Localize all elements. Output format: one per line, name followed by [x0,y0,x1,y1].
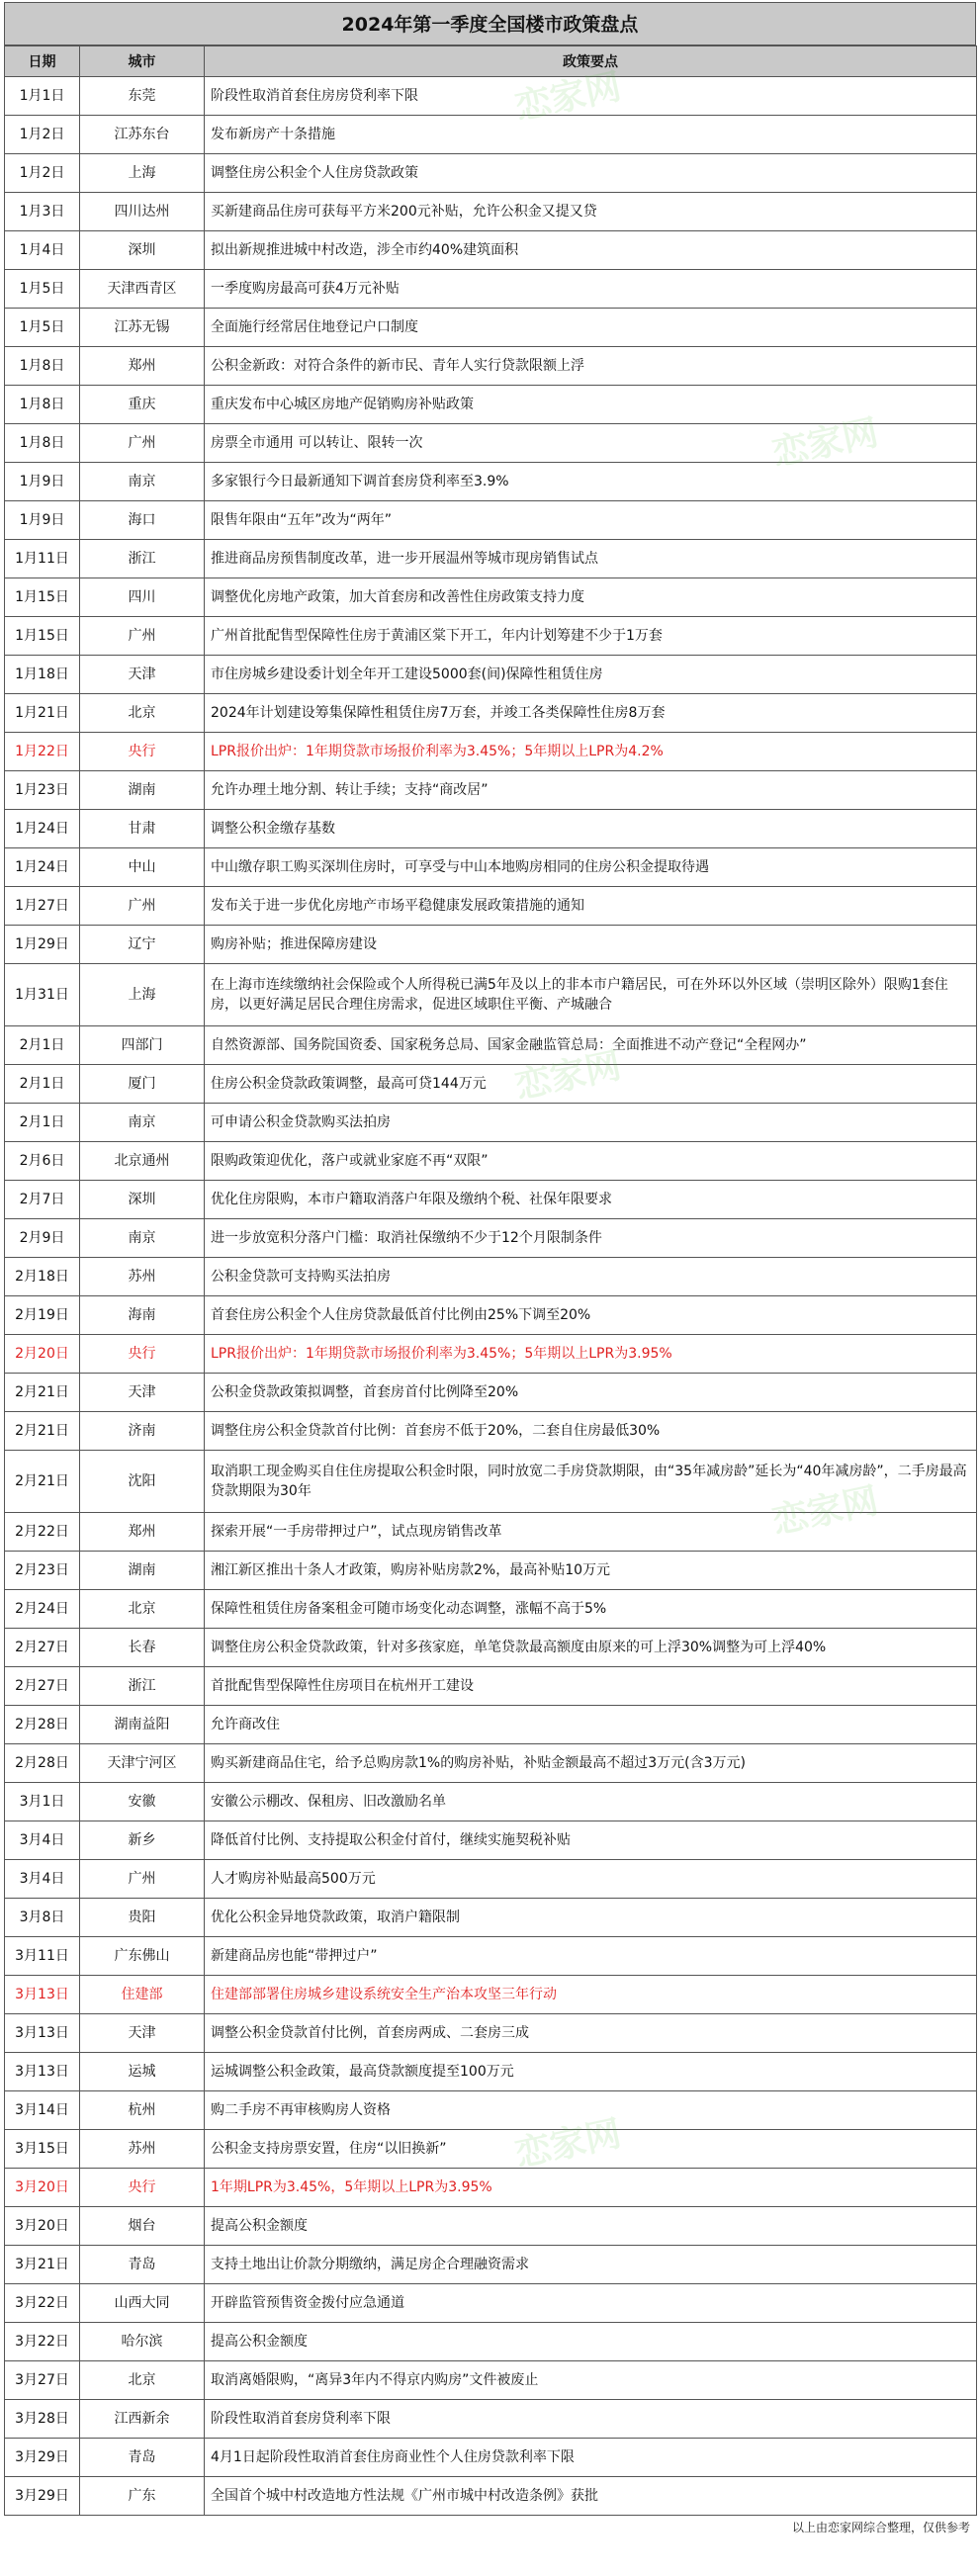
table-row [5,501,977,540]
table-row [5,2130,977,2169]
row-city: 央行 [80,733,205,771]
row-date: 3月28日 [5,2400,80,2439]
table-row [5,810,977,848]
table-row [5,1899,977,1937]
row-city: 浙江 [80,540,205,578]
table-row [5,1026,977,1065]
row-city: 天津 [80,2014,205,2053]
row-city: 哈尔滨 [80,2323,205,2361]
table-row [5,2400,977,2439]
table-row [5,1258,977,1296]
row-city: 北京 [80,1590,205,1629]
row-date: 2月27日 [5,1667,80,1706]
table-row [5,1976,977,2014]
row-policy: 首批配售型保障性住房项目在杭州开工建设 [205,1667,977,1706]
row-policy: 允许办理土地分割、转让手续；支持“商改居” [205,771,977,810]
row-city: 上海 [80,964,205,1026]
row-date: 1月4日 [5,231,80,270]
row-city: 安徽 [80,1783,205,1821]
row-city: 沈阳 [80,1451,205,1513]
row-date: 1月31日 [5,964,80,1026]
row-city: 海南 [80,1296,205,1335]
row-city: 南京 [80,1219,205,1258]
row-city: 四川 [80,578,205,617]
row-date: 1月24日 [5,810,80,848]
row-policy: 运城调整公积金政策，最高贷款额度提至100万元 [205,2053,977,2091]
table-row [5,1783,977,1821]
row-city: 广州 [80,617,205,656]
row-city: 四部门 [80,1026,205,1065]
table-row [5,578,977,617]
policy-table [4,45,977,2516]
table-row [5,617,977,656]
row-policy: 可申请公积金贷款购买法拍房 [205,1104,977,1142]
row-policy: 首套住房公积金个人住房贷款最低首付比例由25%下调至20% [205,1296,977,1335]
row-date: 3月1日 [5,1783,80,1821]
table-row [5,1335,977,1374]
row-date: 1月27日 [5,887,80,926]
row-date: 2月28日 [5,1706,80,1744]
row-date: 2月21日 [5,1412,80,1451]
row-policy: 公积金贷款可支持购买法拍房 [205,1258,977,1296]
row-date: 3月14日 [5,2091,80,2130]
table-row [5,1937,977,1976]
row-city: 南京 [80,1104,205,1142]
table-row [5,1590,977,1629]
row-date: 1月2日 [5,154,80,193]
row-city: 天津宁河区 [80,1744,205,1783]
header-policy: 政策要点 [205,46,977,77]
row-date: 2月22日 [5,1513,80,1552]
row-city: 青岛 [80,2439,205,2477]
row-policy: 支持土地出让价款分期缴纳，满足房企合理融资需求 [205,2246,977,2284]
row-policy: 全国首个城中村改造地方性法规《广州市城中村改造条例》获批 [205,2477,977,2516]
row-city: 江苏无锡 [80,309,205,347]
row-date: 3月20日 [5,2169,80,2207]
row-city: 运城 [80,2053,205,2091]
row-city: 东莞 [80,77,205,116]
table-row [5,2477,977,2516]
row-date: 1月15日 [5,617,80,656]
table-row [5,1374,977,1412]
row-date: 2月7日 [5,1181,80,1219]
row-city: 甘肃 [80,810,205,848]
table-row [5,347,977,386]
watermark-logo: 恋家网 [768,1480,882,1543]
table-header-row [5,46,977,77]
row-policy: 取消离婚限购，“离异3年内不得京内购房”文件被废止 [205,2361,977,2400]
row-city: 住建部 [80,1976,205,2014]
watermark-logo: 恋家网 [511,1045,625,1108]
row-policy: 在上海市连续缴纳社会保险或个人所得税已满5年及以上的非本市户籍居民，可在外环以外区域（崇明区除外）限购1套住房，以更好满足居民合理住房需求，促进区域职住平衡、产城融合 [205,964,977,1026]
table-row [5,1821,977,1860]
table-row [5,1552,977,1590]
row-date: 3月22日 [5,2323,80,2361]
row-date: 2月21日 [5,1451,80,1513]
row-date: 2月19日 [5,1296,80,1335]
table-row [5,540,977,578]
row-date: 3月15日 [5,2130,80,2169]
row-policy: 中山缴存职工购买深圳住房时，可享受与中山本地购房相同的住房公积金提取待遇 [205,848,977,887]
row-policy: 住房公积金贷款政策调整，最高可贷144万元 [205,1065,977,1104]
row-city: 湖南益阳 [80,1706,205,1744]
row-date: 1月8日 [5,424,80,463]
row-policy: 推进商品房预售制度改革，进一步开展温州等城市现房销售试点 [205,540,977,578]
table-row [5,1104,977,1142]
table-row [5,77,977,116]
table-row [5,656,977,694]
table-row [5,2207,977,2246]
row-city: 江西新余 [80,2400,205,2439]
row-policy: 湘江新区推出十条人才政策，购房补贴房款2%，最高补贴10万元 [205,1552,977,1590]
watermark-logo: 恋家网 [511,2113,625,2176]
table-body [5,77,977,2516]
row-policy: 阶段性取消首套住房房贷利率下限 [205,77,977,116]
table-row [5,2169,977,2207]
page-title: 2024年第一季度全国楼市政策盘点 [4,2,976,45]
table-row [5,1744,977,1783]
row-policy: 发布新房产十条措施 [205,116,977,154]
row-city: 重庆 [80,386,205,424]
row-city: 浙江 [80,1667,205,1706]
row-city: 北京 [80,694,205,733]
row-city: 央行 [80,1335,205,1374]
row-policy: 一季度购房最高可获4万元补贴 [205,270,977,309]
row-policy: 优化公积金异地贷款政策，取消户籍限制 [205,1899,977,1937]
table-row [5,1706,977,1744]
footer-note: 以上由恋家网综合整理，仅供参考 [791,2521,970,2534]
row-policy: 拟出新规推进城中村改造，涉全市约40%建筑面积 [205,231,977,270]
row-policy: 保障性租赁住房备案租金可随市场变化动态调整，涨幅不高于5% [205,1590,977,1629]
table-row [5,1142,977,1181]
row-date: 3月13日 [5,1976,80,2014]
row-city: 济南 [80,1412,205,1451]
row-city: 央行 [80,2169,205,2207]
row-policy: 提高公积金额度 [205,2207,977,2246]
row-date: 3月4日 [5,1821,80,1860]
row-city: 江苏东台 [80,116,205,154]
row-city: 海口 [80,501,205,540]
row-date: 1月21日 [5,694,80,733]
row-date: 2月27日 [5,1629,80,1667]
row-policy: 1年期LPR为3.45%，5年期以上LPR为3.95% [205,2169,977,2207]
row-city: 广州 [80,424,205,463]
row-date: 1月9日 [5,501,80,540]
row-city: 深圳 [80,231,205,270]
row-policy: 进一步放宽积分落户门槛：取消社保缴纳不少于12个月限制条件 [205,1219,977,1258]
row-policy: 购买新建商品住宅，给予总购房款1%的购房补贴，补贴金额最高不超过3万元(含3万元) [205,1744,977,1783]
row-policy: 公积金贷款政策拟调整，首套房首付比例降至20% [205,1374,977,1412]
table-row [5,463,977,501]
table-row [5,1860,977,1899]
table-row [5,386,977,424]
row-city: 深圳 [80,1181,205,1219]
row-policy: 人才购房补贴最高500万元 [205,1860,977,1899]
row-policy: 广州首批配售型保障性住房于黄浦区棠下开工，年内计划筹建不少于1万套 [205,617,977,656]
row-policy: 限售年限由“五年”改为“两年” [205,501,977,540]
table-row [5,270,977,309]
row-date: 1月3日 [5,193,80,231]
row-date: 2月1日 [5,1104,80,1142]
row-policy: 买新建商品住房可获每平方米200元补贴，允许公积金又提又贷 [205,193,977,231]
row-policy: 新建商品房也能“带押过户” [205,1937,977,1976]
row-date: 1月1日 [5,77,80,116]
row-policy: 购二手房不再审核购房人资格 [205,2091,977,2130]
table-row [5,2014,977,2053]
row-city: 苏州 [80,2130,205,2169]
table-row [5,2361,977,2400]
table-row [5,848,977,887]
row-policy: 调整公积金缴存基数 [205,810,977,848]
table-row [5,116,977,154]
table-row [5,2246,977,2284]
table-row [5,964,977,1026]
row-city: 贵阳 [80,1899,205,1937]
row-date: 3月27日 [5,2361,80,2400]
header-date: 日期 [5,46,80,77]
table-row [5,1451,977,1513]
row-date: 2月20日 [5,1335,80,1374]
row-policy: 限购政策迎优化，落户或就业家庭不再“双限” [205,1142,977,1181]
row-city: 湖南 [80,771,205,810]
watermark-logo: 恋家网 [511,66,625,129]
row-policy: 全面施行经常居住地登记户口制度 [205,309,977,347]
row-date: 1月8日 [5,347,80,386]
row-date: 1月8日 [5,386,80,424]
header-city: 城市 [80,46,205,77]
table-row [5,2323,977,2361]
row-policy: 市住房城乡建设委计划全年开工建设5000套(间)保障性租赁住房 [205,656,977,694]
table-row [5,926,977,964]
row-city: 杭州 [80,2091,205,2130]
row-date: 1月29日 [5,926,80,964]
row-policy: 调整优化房地产政策，加大首套房和改善性住房政策支持力度 [205,578,977,617]
row-date: 2月18日 [5,1258,80,1296]
row-date: 3月29日 [5,2439,80,2477]
table-row [5,1513,977,1552]
row-date: 3月13日 [5,2053,80,2091]
row-city: 天津 [80,656,205,694]
row-city: 中山 [80,848,205,887]
row-date: 3月11日 [5,1937,80,1976]
row-policy: 2024年计划建设筹集保障性租赁住房7万套，并竣工各类保障性住房8万套 [205,694,977,733]
row-policy: 降低首付比例、支持提取公积金付首付，继续实施契税补贴 [205,1821,977,1860]
row-city: 苏州 [80,1258,205,1296]
table-row [5,2053,977,2091]
row-date: 2月28日 [5,1744,80,1783]
row-policy: LPR报价出炉：1年期贷款市场报价利率为3.45%；5年期以上LPR为3.95% [205,1335,977,1374]
row-date: 1月2日 [5,116,80,154]
table-row [5,1296,977,1335]
row-date: 3月8日 [5,1899,80,1937]
row-policy: 探索开展“一手房带押过户”，试点现房销售改革 [205,1513,977,1552]
row-policy: 取消职工现金购买自住住房提取公积金时限，同时放宽二手房贷款期限，由“35年减房龄”延长为“40年减房龄”，二手房最高贷款期限为30年 [205,1451,977,1513]
row-city: 四川达州 [80,193,205,231]
row-policy: 开辟监管预售资金拨付应急通道 [205,2284,977,2323]
row-city: 厦门 [80,1065,205,1104]
row-date: 2月24日 [5,1590,80,1629]
watermark-logo: 恋家网 [768,412,882,475]
row-policy: 调整住房公积金贷款首付比例：首套房不低于20%，二套自住房最低30% [205,1412,977,1451]
table-row [5,887,977,926]
table-row [5,733,977,771]
row-policy: 调整住房公积金个人住房贷款政策 [205,154,977,193]
table-row [5,1412,977,1451]
row-city: 青岛 [80,2246,205,2284]
row-date: 2月9日 [5,1219,80,1258]
table-row [5,309,977,347]
row-date: 1月15日 [5,578,80,617]
table-row [5,2439,977,2477]
row-date: 2月6日 [5,1142,80,1181]
row-policy: 多家银行今日最新通知下调首套房贷利率至3.9% [205,463,977,501]
table-row [5,1181,977,1219]
row-policy: 4月1日起阶段性取消首套住房商业性个人住房贷款利率下限 [205,2439,977,2477]
row-date: 2月1日 [5,1065,80,1104]
row-policy: 发布关于进一步优化房地产市场平稳健康发展政策措施的通知 [205,887,977,926]
row-policy: 调整公积金贷款首付比例，首套房两成、二套房三成 [205,2014,977,2053]
row-city: 烟台 [80,2207,205,2246]
row-policy: 住建部部署住房城乡建设系统安全生产治本攻坚三年行动 [205,1976,977,2014]
table-row [5,1065,977,1104]
row-date: 1月22日 [5,733,80,771]
table-row [5,193,977,231]
table-row [5,2284,977,2323]
row-date: 2月23日 [5,1552,80,1590]
row-date: 1月5日 [5,270,80,309]
row-policy: 公积金支持房票安置，住房“以旧换新” [205,2130,977,2169]
row-date: 3月13日 [5,2014,80,2053]
row-date: 3月29日 [5,2477,80,2516]
row-policy: 公积金新政：对符合条件的新市民、青年人实行贷款限额上浮 [205,347,977,386]
row-city: 广州 [80,887,205,926]
row-date: 1月24日 [5,848,80,887]
row-date: 1月5日 [5,309,80,347]
row-city: 北京 [80,2361,205,2400]
row-policy: 购房补贴；推进保障房建设 [205,926,977,964]
row-city: 郑州 [80,1513,205,1552]
table-row [5,1629,977,1667]
row-city: 北京通州 [80,1142,205,1181]
table-row [5,154,977,193]
row-date: 2月1日 [5,1026,80,1065]
row-policy: 优化住房限购，本市户籍取消落户年限及缴纳个税、社保年限要求 [205,1181,977,1219]
row-city: 天津 [80,1374,205,1412]
row-date: 3月20日 [5,2207,80,2246]
row-policy: 重庆发布中心城区房地产促销购房补贴政策 [205,386,977,424]
row-policy: 阶段性取消首套房贷利率下限 [205,2400,977,2439]
row-city: 天津西青区 [80,270,205,309]
row-city: 广东佛山 [80,1937,205,1976]
table-row [5,424,977,463]
row-policy: 自然资源部、国务院国资委、国家税务总局、国家金融监管总局：全面推进不动产登记“全程网办” [205,1026,977,1065]
row-date: 3月4日 [5,1860,80,1899]
row-policy: 安徽公示棚改、保租房、旧改激励名单 [205,1783,977,1821]
row-date: 1月9日 [5,463,80,501]
row-policy: 允许商改住 [205,1706,977,1744]
row-city: 广州 [80,1860,205,1899]
row-city: 山西大同 [80,2284,205,2323]
row-city: 郑州 [80,347,205,386]
row-date: 2月21日 [5,1374,80,1412]
table-row [5,771,977,810]
row-date: 1月23日 [5,771,80,810]
row-city: 上海 [80,154,205,193]
table-row [5,1667,977,1706]
table-row [5,231,977,270]
row-policy: LPR报价出炉：1年期贷款市场报价利率为3.45%；5年期以上LPR为4.2% [205,733,977,771]
row-date: 3月22日 [5,2284,80,2323]
row-city: 长春 [80,1629,205,1667]
row-date: 1月18日 [5,656,80,694]
row-city: 湖南 [80,1552,205,1590]
row-policy: 调整住房公积金贷款政策，针对多孩家庭，单笔贷款最高额度由原来的可上浮30%调整为可上浮40% [205,1629,977,1667]
row-policy: 提高公积金额度 [205,2323,977,2361]
row-date: 1月11日 [5,540,80,578]
row-date: 3月21日 [5,2246,80,2284]
row-city: 辽宁 [80,926,205,964]
row-city: 广东 [80,2477,205,2516]
table-row [5,1219,977,1258]
row-city: 南京 [80,463,205,501]
table-row [5,2091,977,2130]
row-policy: 房票全市通用 可以转让、限转一次 [205,424,977,463]
table-row [5,694,977,733]
row-city: 新乡 [80,1821,205,1860]
